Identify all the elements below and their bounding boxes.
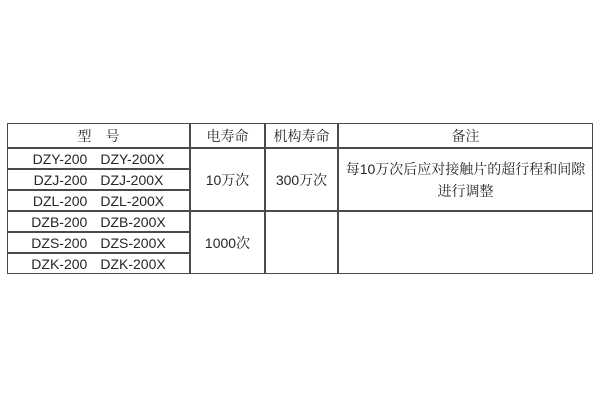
- header-model: 型 号: [7, 123, 190, 148]
- model-name: DZL-200: [32, 192, 88, 209]
- model-cell-dzb: [7, 211, 190, 232]
- model-name-x: DZB-200X: [100, 213, 166, 230]
- table-row-dzb: [7, 211, 593, 232]
- model-name-x: DZL-200X: [100, 192, 165, 209]
- remark-line-1: 每10万次后应对接触片的超行程和间隙: [345, 160, 586, 177]
- model-name-x: DZK-200X: [100, 255, 166, 272]
- remarks-group-1: [338, 148, 593, 211]
- model-name-x: DZJ-200X: [100, 171, 164, 188]
- model-cell-dzk: [7, 253, 190, 274]
- spec-table: [7, 123, 593, 274]
- model-name: DZK-200: [31, 255, 88, 272]
- model-name: DZB-200: [31, 213, 88, 230]
- electrical-life-group-1: 10万次: [190, 148, 265, 211]
- model-name: DZY-200: [32, 150, 88, 167]
- header-row: [7, 123, 593, 148]
- model-name: DZS-200: [31, 234, 88, 251]
- model-cell-dzj: [7, 169, 190, 190]
- remarks-group-2: [338, 211, 593, 274]
- model-cell-dzl: [7, 190, 190, 211]
- model-cell-dzy: [7, 148, 190, 169]
- mechanical-life-group-2: [265, 211, 338, 274]
- header-mechanical-life: 机构寿命: [265, 123, 338, 148]
- header-remarks: 备注: [338, 123, 593, 148]
- model-name-x: DZY-200X: [100, 150, 165, 167]
- model-name-x: DZS-200X: [100, 234, 166, 251]
- remark-line-2: 进行调整: [437, 182, 494, 199]
- model-name: DZJ-200: [33, 171, 88, 188]
- table-row-dzy: [7, 148, 593, 169]
- mechanical-life-group-1: 300万次: [265, 148, 338, 211]
- model-cell-dzs: [7, 232, 190, 253]
- electrical-life-group-2: 1000次: [190, 211, 265, 274]
- header-electrical-life: 电寿命: [190, 123, 265, 148]
